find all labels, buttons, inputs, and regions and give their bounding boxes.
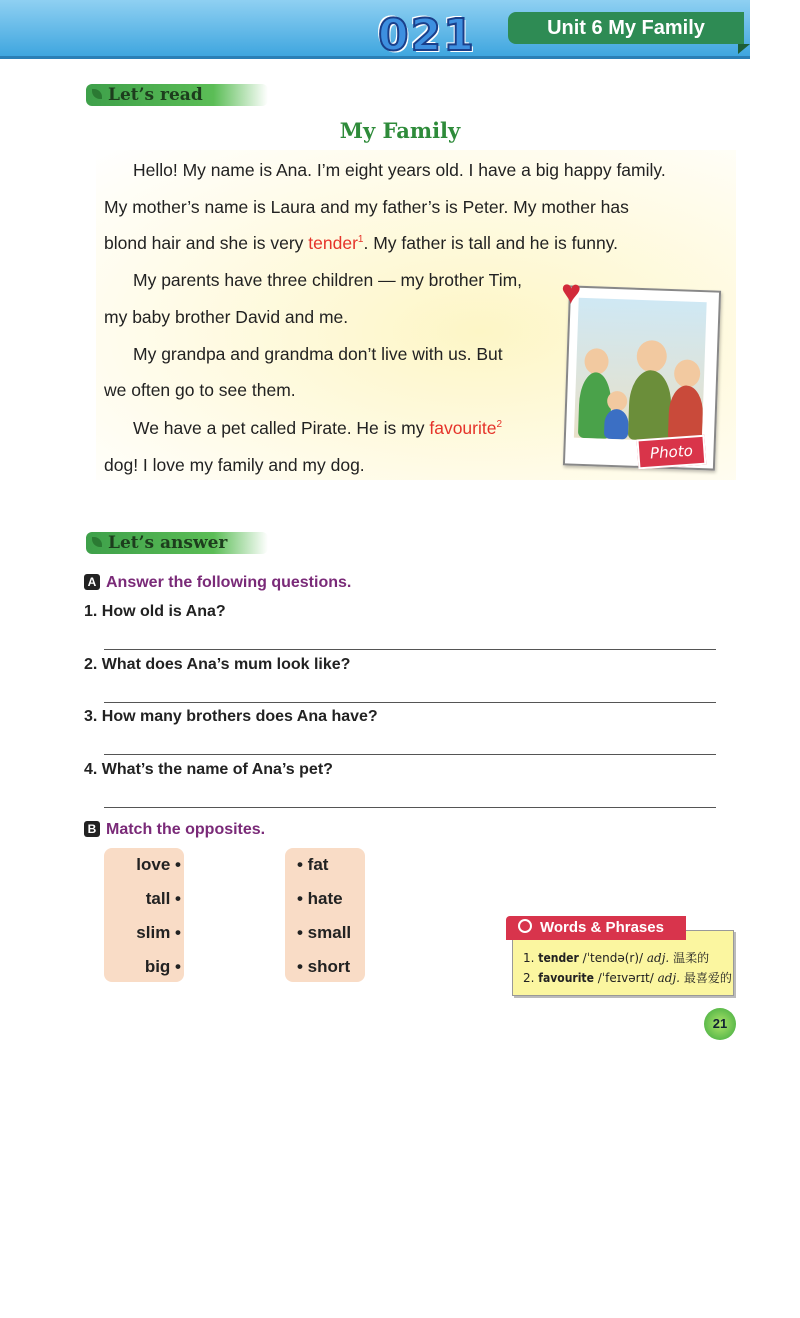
vocab-word-favourite: favourite: [429, 418, 497, 438]
match-right-word[interactable]: • hate: [297, 889, 343, 908]
circle-icon: [518, 919, 532, 933]
footnote-2: 2: [496, 419, 503, 431]
story-line-8: [133, 418, 502, 439]
leaf-icon: [92, 537, 102, 547]
words-phrases-title: Words & Phrases: [540, 919, 664, 936]
instruction-a: [84, 574, 351, 592]
vocab-pos: adj.: [646, 951, 670, 965]
footnote-1: 1: [357, 234, 364, 246]
badge-a: A: [84, 574, 100, 590]
question-4: 4. What’s the name of Ana’s pet?: [84, 761, 333, 778]
story-line-3: [104, 233, 618, 254]
instruction-b: [84, 821, 265, 839]
vocab-word: tender: [538, 951, 579, 965]
match-right-word[interactable]: • short: [297, 957, 351, 976]
instruction-b-text: Match the opposites.: [106, 821, 266, 838]
match-right-word[interactable]: • fat: [297, 855, 329, 874]
answer-line-1[interactable]: [104, 649, 716, 650]
story-line-8-text: We have a pet called Pirate. He is my: [133, 418, 430, 438]
story-line-2: My mother’s name is Laura and my father’s is Peter. My mother has: [104, 197, 629, 217]
match-left-word[interactable]: big •: [144, 957, 181, 976]
vocab-pos: adj.: [657, 971, 680, 985]
lets-read-label: [86, 84, 268, 106]
question-3: 3. How many brothers does Ana have?: [84, 708, 378, 725]
lets-read-text: Let’s read: [108, 85, 203, 105]
vocab-entry-2: [523, 969, 732, 986]
story-line-3-rest: . My father is tall and he is funny.: [363, 233, 619, 253]
page-number: 21: [704, 1008, 736, 1040]
question-1: 1. How old is Ana?: [84, 603, 226, 620]
family-photo: [560, 273, 721, 470]
match-left-word[interactable]: slim •: [136, 923, 181, 942]
answer-line-3[interactable]: [104, 754, 716, 755]
answer-line-4[interactable]: [104, 807, 716, 808]
story-title: My Family: [339, 118, 461, 143]
unit-tab-fold: [738, 44, 750, 54]
family-illustration: [574, 298, 707, 442]
match-right-word[interactable]: • small: [297, 923, 352, 942]
vocab-meaning: 温柔的: [673, 951, 710, 965]
story-line-5: my baby brother David and me.: [104, 307, 349, 327]
question-2: 2. What does Ana’s mum look like?: [84, 656, 351, 673]
instruction-a-text: Answer the following questions.: [106, 574, 352, 591]
words-phrases-header: [506, 916, 686, 940]
vocab-word: favourite: [538, 971, 594, 985]
story-line-6: My grandpa and grandma don’t live with us. But: [133, 344, 503, 364]
vocab-num: 2.: [523, 971, 535, 985]
answer-line-2[interactable]: [104, 702, 716, 703]
story-line-9: dog! I love my family and my dog.: [104, 455, 365, 475]
match-left-word[interactable]: tall •: [145, 889, 181, 908]
story-line-4: My parents have three children — my brother Tim,: [133, 270, 523, 290]
vocab-ipa: /ˈtendə(r)/: [582, 951, 644, 965]
vocab-ipa: /ˈfeɪvərɪt/: [597, 971, 654, 985]
lets-answer-label: [86, 532, 268, 554]
lesson-number: 021: [378, 10, 476, 61]
vocab-meaning: 最喜爱的: [683, 971, 732, 985]
match-left-word[interactable]: love •: [136, 855, 181, 874]
heart-icon: ♥: [560, 273, 582, 312]
unit-title: Unit 6 My Family: [508, 12, 744, 44]
vocab-num: 1.: [523, 951, 535, 965]
lets-answer-text: Let’s answer: [108, 533, 228, 553]
vocab-entry-1: [523, 949, 709, 966]
photo-tag: Photo: [636, 435, 706, 470]
story-line-3-text: blond hair and she is very: [104, 233, 309, 253]
leaf-icon: [92, 89, 102, 99]
badge-b: B: [84, 821, 100, 837]
story-line-1: Hello! My name is Ana. I’m eight years old. I have a big happy family.: [133, 160, 666, 180]
vocab-word-tender: tender: [308, 233, 358, 253]
story-line-7: we often go to see them.: [104, 380, 296, 400]
